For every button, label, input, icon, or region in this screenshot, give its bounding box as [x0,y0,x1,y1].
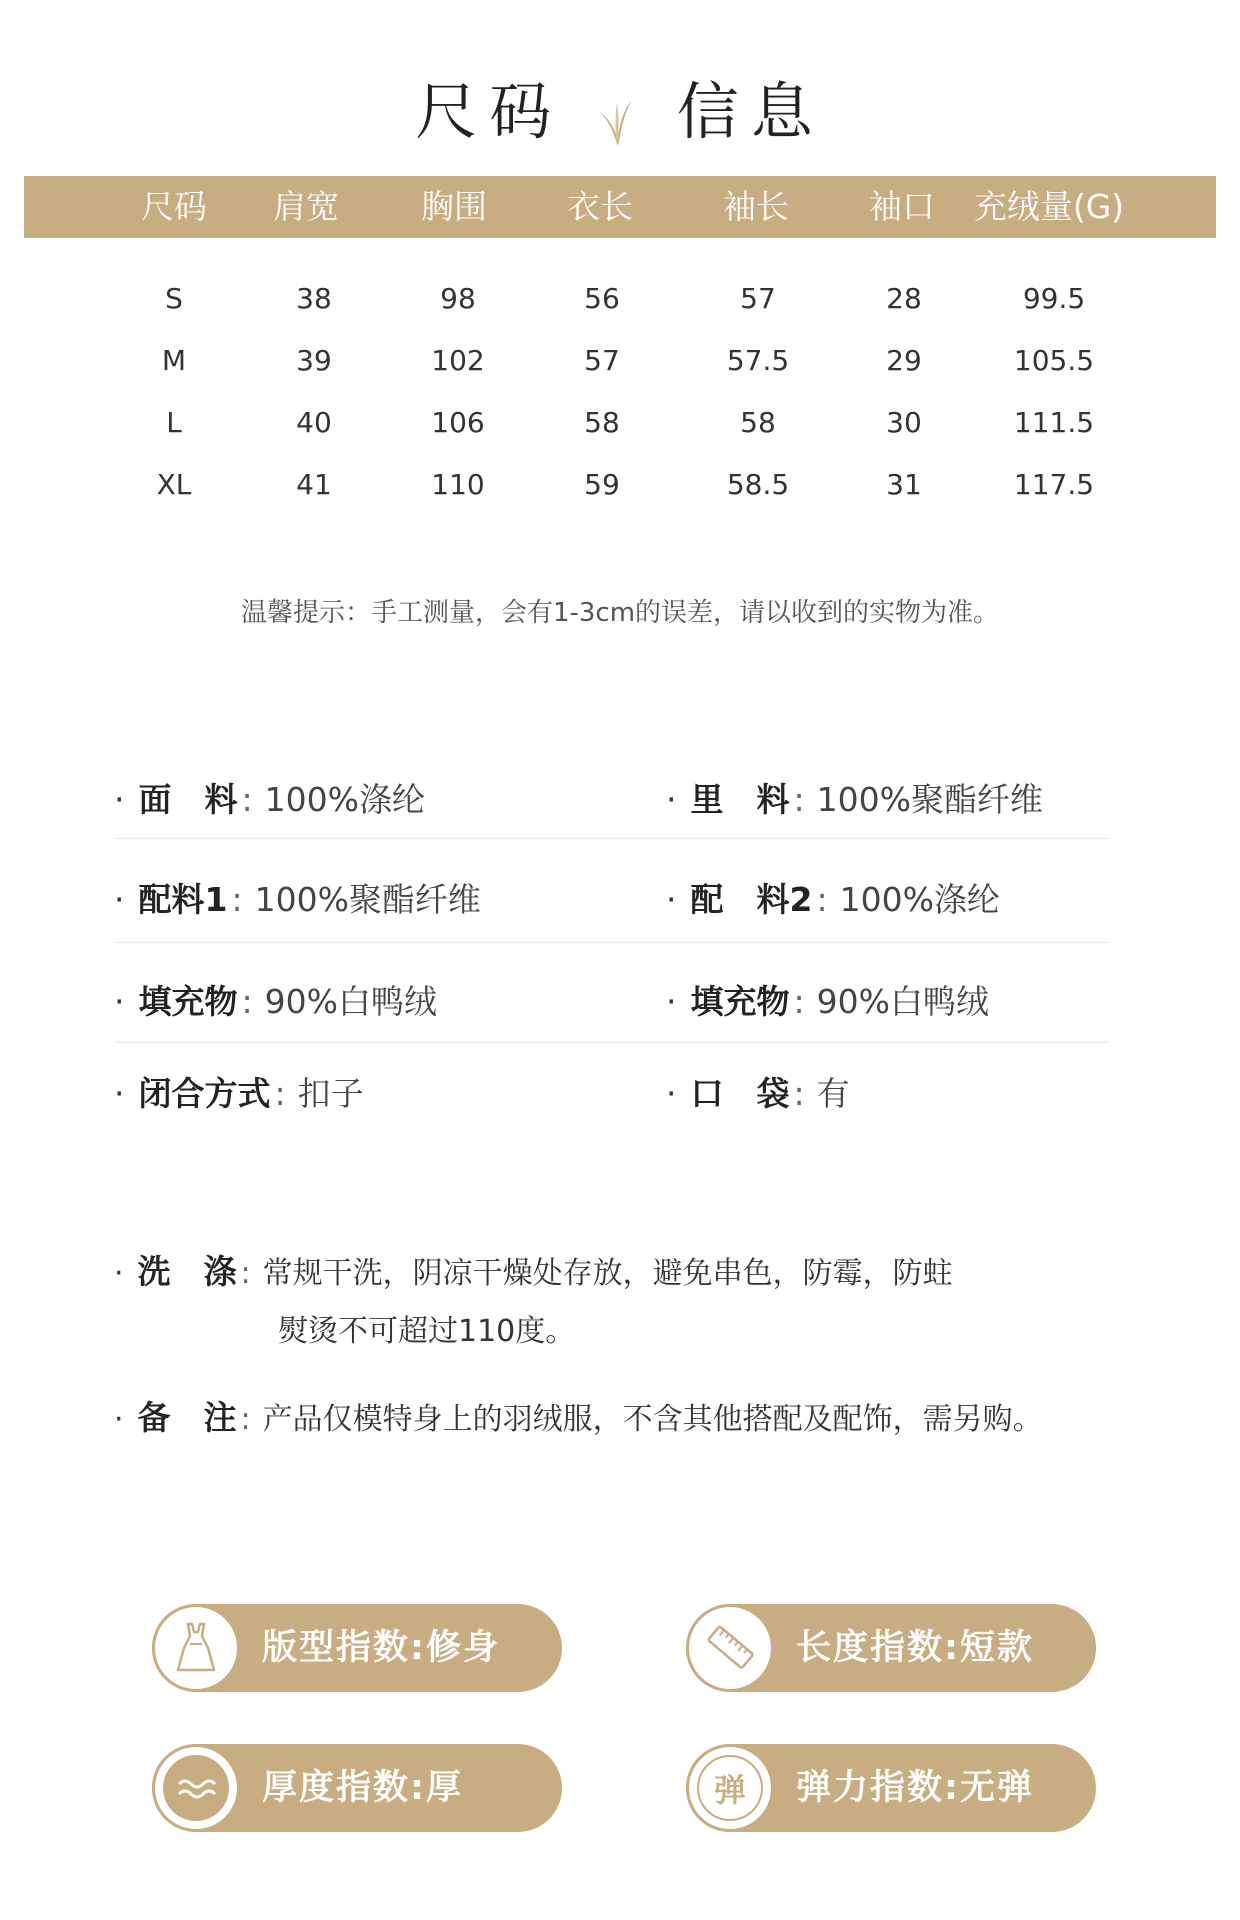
table-cell: 110 [431,468,485,501]
spec-value: 扣子 [297,1074,364,1113]
table-cell: 38 [296,282,332,315]
table-cell: 117.5 [1013,468,1095,501]
header-fill: 充绒量(G) [973,187,1125,226]
table-cell: 58 [584,406,620,439]
spec-value: 有 [816,1074,850,1113]
spec-closure: · 闭合方式 : 扣子 [114,1074,364,1113]
table-row [24,282,1216,322]
bullet: · [666,1074,677,1113]
table-cell: 56 [584,282,620,315]
bullet: · [666,982,677,1021]
table-cell: 58.5 [726,468,790,501]
washing-label: 洗 涤 [137,1252,237,1291]
bullet: · [114,1256,124,1291]
spec-label: 闭合方式 [138,1074,271,1113]
table-cell: 98 [440,282,476,315]
spec-accessory-1: · 配料1 : 100%聚酯纤维 [114,880,481,919]
bullet: · [114,880,125,919]
elastic-icon-char: 弹 [713,1771,746,1809]
leaf-icon [595,87,639,147]
divider [116,1042,1108,1043]
table-cell: 41 [296,468,332,501]
spec-label: 口 袋 [690,1074,790,1113]
table-cell: XL [156,468,192,501]
spec-accessory-2: · 配 料2 : 100%涤纶 [666,880,1000,919]
fit-index-badge [152,1604,562,1692]
spec-lining: · 里 料 : 100%聚酯纤维 [666,780,1043,819]
bullet: · [114,982,125,1021]
bullet: · [666,880,677,919]
washing-line-1: 常规干洗，阴凉干燥处存放，避免串色，防霉，防蛀 [262,1256,953,1291]
divider [116,942,1108,943]
table-cell: 99.5 [1022,282,1086,315]
remarks: · 备 注 : 产品仅模特身上的羽绒服，不含其他搭配及配饰，需另购。 [114,1398,1043,1437]
header-size: 尺码 [141,187,207,226]
remarks-label: 备 注 [137,1398,237,1437]
table-row [24,406,1216,446]
table-cell: 30 [886,406,922,439]
table-cell: 106 [431,406,485,439]
table-cell: 39 [296,344,332,377]
table-cell: M [161,344,187,377]
fit-index-text: 版型指数:修身 [262,1628,500,1668]
spec-label: 配 料2 [690,880,813,919]
measurement-note: 温馨提示：手工测量，会有1-3cm的误差，请以收到的实物为准。 [240,598,1000,628]
washing-instructions: · 洗 涤 : 常规干洗，阴凉干燥处存放，避免串色，防霉，防蛀 [114,1252,953,1291]
spec-value: 100%涤纶 [264,780,425,819]
elasticity-index-badge [686,1744,1096,1832]
spec-value: 90%白鸭绒 [264,982,437,1021]
elastic-icon [686,1744,774,1832]
spec-filling-2: · 填充物 : 90%白鸭绒 [666,982,989,1021]
table-cell: 29 [886,344,922,377]
ruler-icon [686,1604,774,1692]
table-cell: 28 [886,282,922,315]
spec-value: 100%聚酯纤维 [254,880,481,919]
bullet: · [114,780,125,819]
bullet: · [666,780,677,819]
size-table-header [24,176,1216,238]
spec-value: 100%涤纶 [839,880,1000,919]
header-cuff: 袖口 [869,187,935,226]
spec-fabric: · 面 料 : 100%涤纶 [114,780,425,819]
spec-filling: · 填充物 : 90%白鸭绒 [114,982,437,1021]
spec-label: 填充物 [690,982,790,1021]
wave-icon [152,1744,240,1832]
table-cell: 111.5 [1013,406,1095,439]
table-cell: 58 [740,406,776,439]
spec-value: 100%聚酯纤维 [816,780,1043,819]
table-cell: 31 [886,468,922,501]
header-sleeve: 袖长 [723,187,789,226]
length-index-badge [686,1604,1096,1692]
table-cell: 57 [740,282,776,315]
spec-label: 面 料 [138,780,238,819]
table-cell: 40 [296,406,332,439]
table-cell: S [165,282,183,315]
spec-pocket: · 口 袋 : 有 [666,1074,850,1113]
bullet: · [114,1074,125,1113]
spec-label: 配料1 [138,880,228,919]
table-cell: 102 [431,344,485,377]
table-row [24,468,1216,508]
thickness-index-badge [152,1744,562,1832]
spec-value: 90%白鸭绒 [816,982,989,1021]
table-row [24,344,1216,384]
header-chest: 胸围 [421,187,487,226]
washing-line-2: 熨烫不可超过110度。 [278,1314,576,1349]
title-right: 信息 [676,75,825,148]
elasticity-index-text: 弹力指数:无弹 [796,1768,1034,1808]
remarks-value: 产品仅模特身上的羽绒服，不含其他搭配及配饰，需另购。 [262,1402,1043,1437]
table-cell: 57 [584,344,620,377]
table-cell: 59 [584,468,620,501]
divider [116,838,1108,839]
spec-label: 里 料 [690,780,790,819]
page-title [0,62,1240,151]
table-cell: 57.5 [726,344,790,377]
table-cell: L [166,406,182,439]
title-left: 尺码 [415,75,564,148]
dress-icon [152,1604,240,1692]
spec-label: 填充物 [138,982,238,1021]
table-cell: 105.5 [1013,344,1095,377]
header-length: 衣长 [567,187,633,226]
length-index-text: 长度指数:短款 [796,1628,1034,1668]
thickness-index-text: 厚度指数:厚 [262,1768,463,1808]
header-shoulder: 肩宽 [273,187,339,226]
bullet: · [114,1402,124,1437]
